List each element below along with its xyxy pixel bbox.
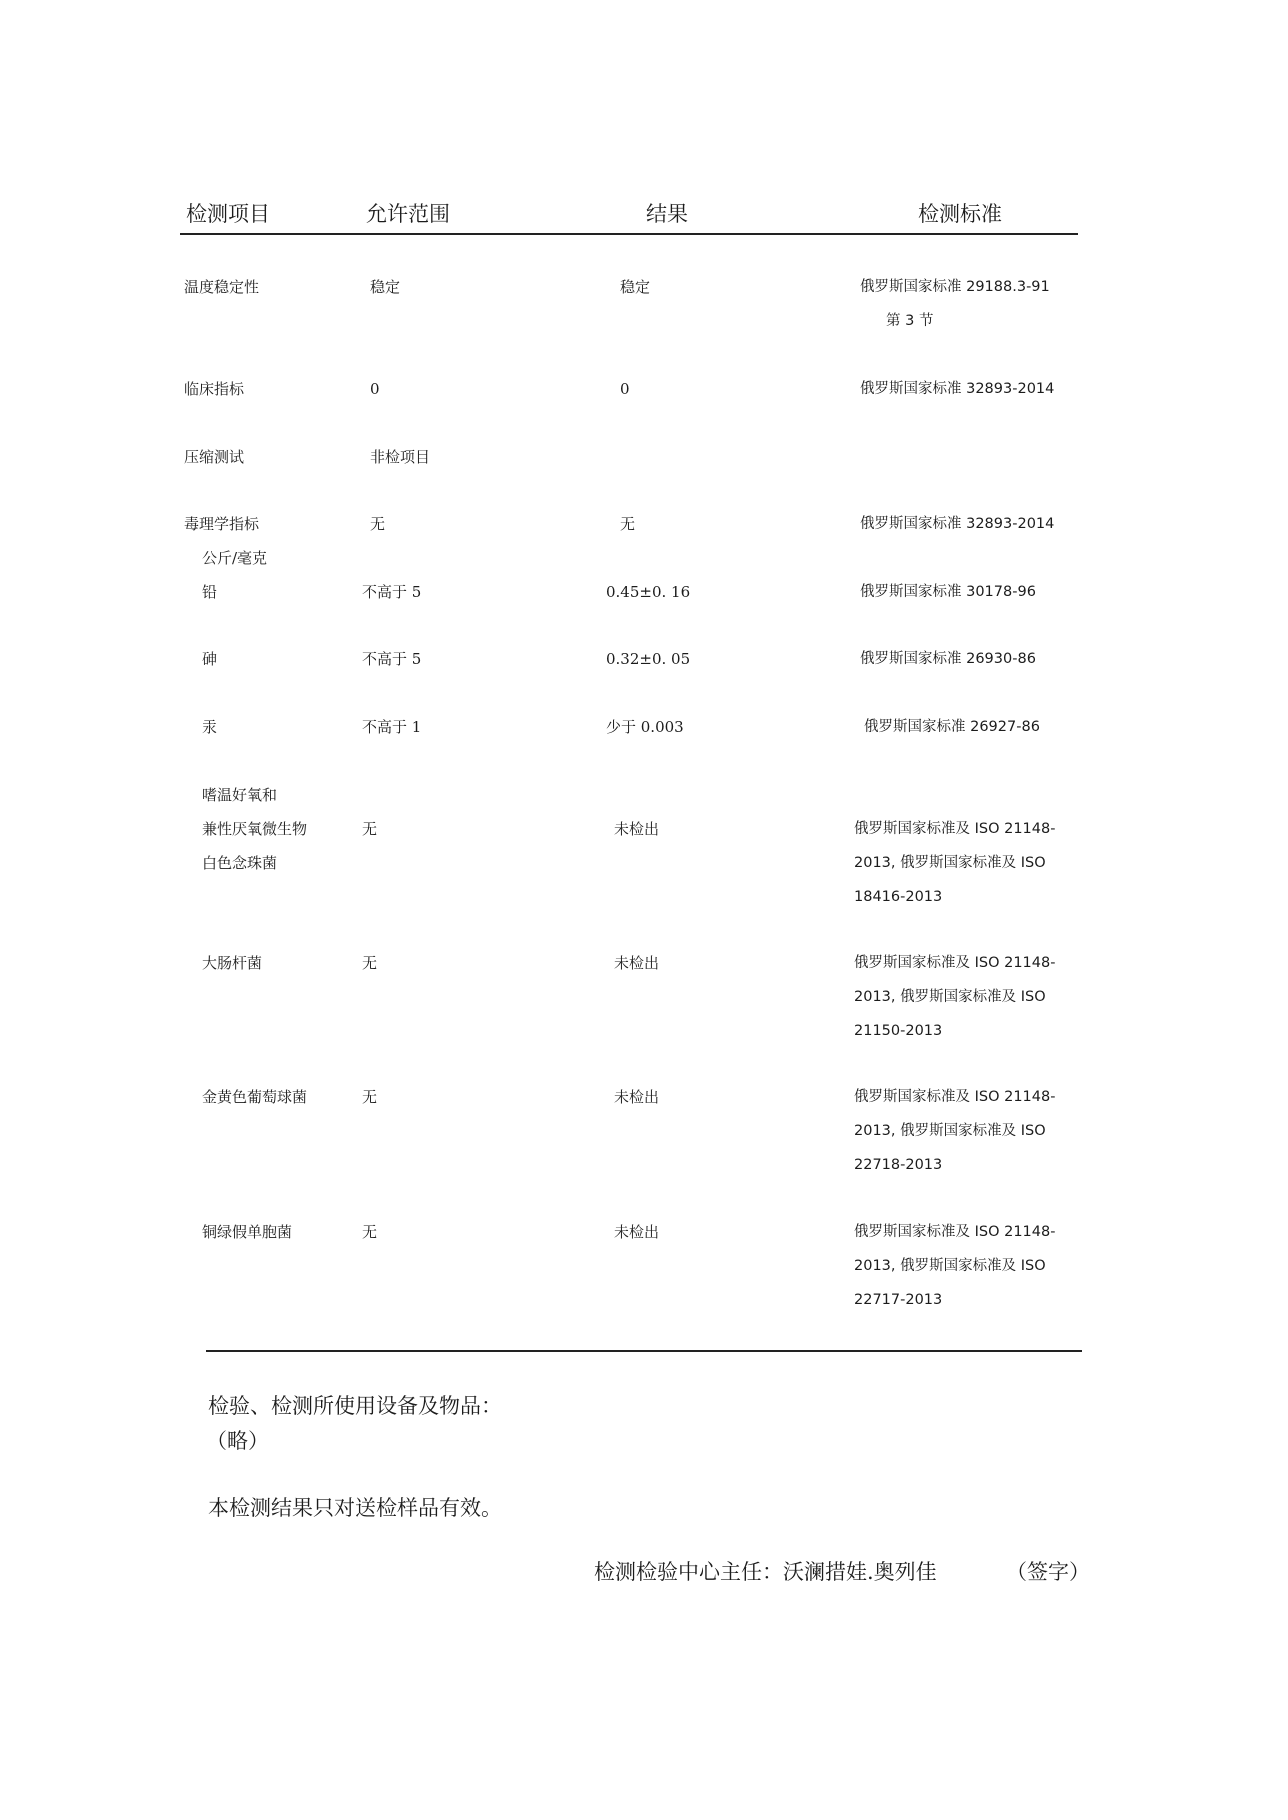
header-standard: 检测标准 (918, 202, 1002, 226)
row-standard: 俄罗斯国家标准及 ISO 21148- 2013, 俄罗斯国家标准及 ISO 22718-2013 (854, 1089, 1056, 1173)
row-range: 0 (370, 380, 380, 398)
row-item: 金黄色葡萄球菌 (202, 1088, 308, 1106)
equipment-label: 检验、检测所使用设备及物品： (208, 1394, 502, 1418)
row-item: 公斤/毫克 (202, 549, 268, 567)
row-range: 稳定 (370, 278, 401, 296)
row-range: 无 (362, 1088, 378, 1106)
row-range: 不高于 1 (362, 718, 422, 736)
row-item: 铅 (202, 583, 218, 601)
row-result: 少于 0.003 (606, 718, 684, 736)
row-item: 临床指标 (184, 380, 245, 398)
table-header (180, 198, 1080, 234)
row-standard: 俄罗斯国家标准 26927-86 (864, 719, 1040, 735)
row-range: 不高于 5 (362, 583, 422, 601)
row-item: 大肠杆菌 (202, 954, 263, 972)
table-bottom-rule (206, 1350, 1082, 1352)
row-standard: 俄罗斯国家标准 26930-86 (860, 651, 1036, 667)
row-result: 未检出 (614, 820, 660, 838)
row-item: 嗜温好氧和 兼性厌氧微生物 白色念珠菌 (202, 786, 308, 872)
signer-title: 检测检验中心主任：沃澜措娃.奥列佳 (594, 1560, 937, 1584)
row-standard: 俄罗斯国家标准 30178-96 (860, 584, 1036, 600)
table-top-rule (180, 233, 1078, 235)
row-result: 未检出 (614, 1088, 660, 1106)
row-item: 汞 (202, 718, 218, 736)
row-item: 砷 (202, 650, 218, 668)
row-range: 无 (362, 954, 378, 972)
row-standard: 俄罗斯国家标准及 ISO 21148- 2013, 俄罗斯国家标准及 ISO 21150-2013 (854, 955, 1056, 1039)
validity-note: 本检测结果只对送检样品有效。 (208, 1496, 502, 1520)
header-range: 允许范围 (366, 202, 450, 226)
row-standard: 俄罗斯国家标准 32893-2014 (860, 381, 1055, 397)
row-item: 温度稳定性 (184, 278, 260, 296)
row-range: 非检项目 (370, 448, 431, 466)
row-standard: 俄罗斯国家标准 29188.3-91 第 3 节 (860, 279, 1050, 329)
row-result: 0.45±0. 16 (606, 583, 691, 601)
row-result: 0.32±0. 05 (606, 650, 691, 668)
row-standard: 俄罗斯国家标准 32893-2014 (860, 516, 1055, 532)
row-result: 0 (620, 380, 630, 398)
header-result: 结果 (646, 202, 688, 226)
row-item: 铜绿假单胞菌 (202, 1223, 293, 1241)
row-item: 毒理学指标 (184, 515, 260, 533)
row-result: 未检出 (614, 954, 660, 972)
row-standard: 俄罗斯国家标准及 ISO 21148- 2013, 俄罗斯国家标准及 ISO 22717-2013 (854, 1224, 1056, 1308)
row-result: 未检出 (614, 1223, 660, 1241)
row-result: 稳定 (620, 278, 651, 296)
row-item: 压缩测试 (184, 448, 245, 466)
row-range: 不高于 5 (362, 650, 422, 668)
row-range: 无 (362, 1223, 378, 1241)
signature-label: （签字） (1006, 1560, 1090, 1584)
header-item: 检测项目 (186, 202, 270, 226)
equipment-value: （略） (206, 1429, 269, 1453)
row-range: 无 (370, 515, 386, 533)
row-range: 无 (362, 820, 378, 838)
row-standard: 俄罗斯国家标准及 ISO 21148- 2013, 俄罗斯国家标准及 ISO 18416-2013 (854, 821, 1056, 905)
row-result: 无 (620, 515, 636, 533)
